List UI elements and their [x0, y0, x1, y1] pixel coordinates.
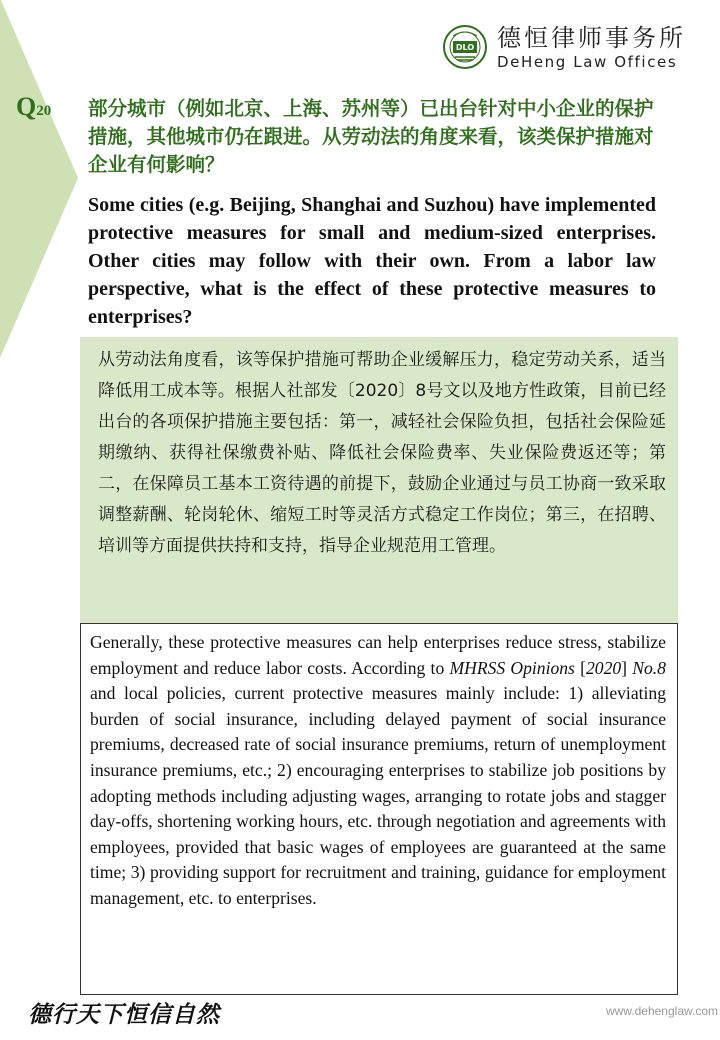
answer-en-bracket-open: [ — [574, 657, 586, 678]
answer-en-part-2: and local policies, current protective measures mainly include: 1) alleviating burden of social insurance, including delayed payment of social insurance premiums, decreased rate of social insurance premiums, return of unemployment insurance premiums, etc.; 2) encouraging enterprises to stabilize job positions by adopting methods including adjusting wages, arranging to rotate jobs and stagger day-offs, shortening working hours, etc. through negotiation and agreements with employees, provided that basic wages of employees are guaranteed at the same time; 3) providing support for recruitment and training, guidance for employment management, etc. to enterprises. — [90, 683, 666, 908]
footer-motto: 德行天下恒信自然 — [28, 1001, 220, 1028]
footer-website-link[interactable]: www.dehenglaw.com — [605, 1004, 718, 1018]
firm-name-english: DeHeng Law Offices — [497, 53, 678, 71]
deheng-seal-logo-icon — [441, 24, 491, 70]
answer-panel-chinese: 从劳动法角度看，该等保护措施可帮助企业缓解压力，稳定劳动关系，适当降低用工成本等。根据人社部发〔2020〕8号文以及地方性政策，目前已经出台的各项保护措施主要包括：第一，减轻社会保险负担，包括社会保险延期缴纳、获得社保缴费补贴、降低社会保险费率、失业保险费返还等；第二，在保障员工基本工资待遇的前提下，鼓励企业通过与员工协商一致采取调整薪酬、轮岗轮休、缩短工时等灵活方式稳定工作岗位；第三，在招聘、培训等方面提供扶持和支持，指导企业规范用工管理。 — [80, 337, 678, 623]
firm-name-chinese: 德恒律师事务所 — [497, 24, 686, 52]
question-text-english: Some cities (e.g. Beijing, Shanghai and Suzhou) have implemented protective measures for small and medium-sized enterprises. Other cities may follow with their own. From a labor law perspective, what is the effect of these protective measures to enterprises? — [88, 194, 656, 328]
answer-en-bracket-close: ] — [621, 657, 633, 678]
svg-text:DLO: DLO — [455, 43, 475, 52]
answer-en-citation-year: 2020 — [585, 657, 622, 678]
question-number: 20 — [36, 103, 52, 119]
corner-decoration — [0, 0, 78, 358]
answer-en-part-1: Generally, these protective measures can help enterprises reduce stress, stabilize employment and reduce labor costs. According to — [90, 632, 666, 678]
firm-logo-header — [441, 24, 711, 74]
question-text-chinese: 部分城市（例如北京、上海、苏州等）已出台针对中小企业的保护措施，其他城市仍在跟进。从劳动法的角度来看，该类保护措施对企业有何影响？ — [88, 97, 654, 176]
question-number-badge — [16, 92, 51, 126]
answer-en-citation-number: No.8 — [632, 657, 666, 678]
question-prefix: Q — [16, 92, 37, 121]
answer-panel-english — [80, 623, 678, 995]
answer-en-citation-title: MHRSS Opinions — [449, 657, 575, 678]
